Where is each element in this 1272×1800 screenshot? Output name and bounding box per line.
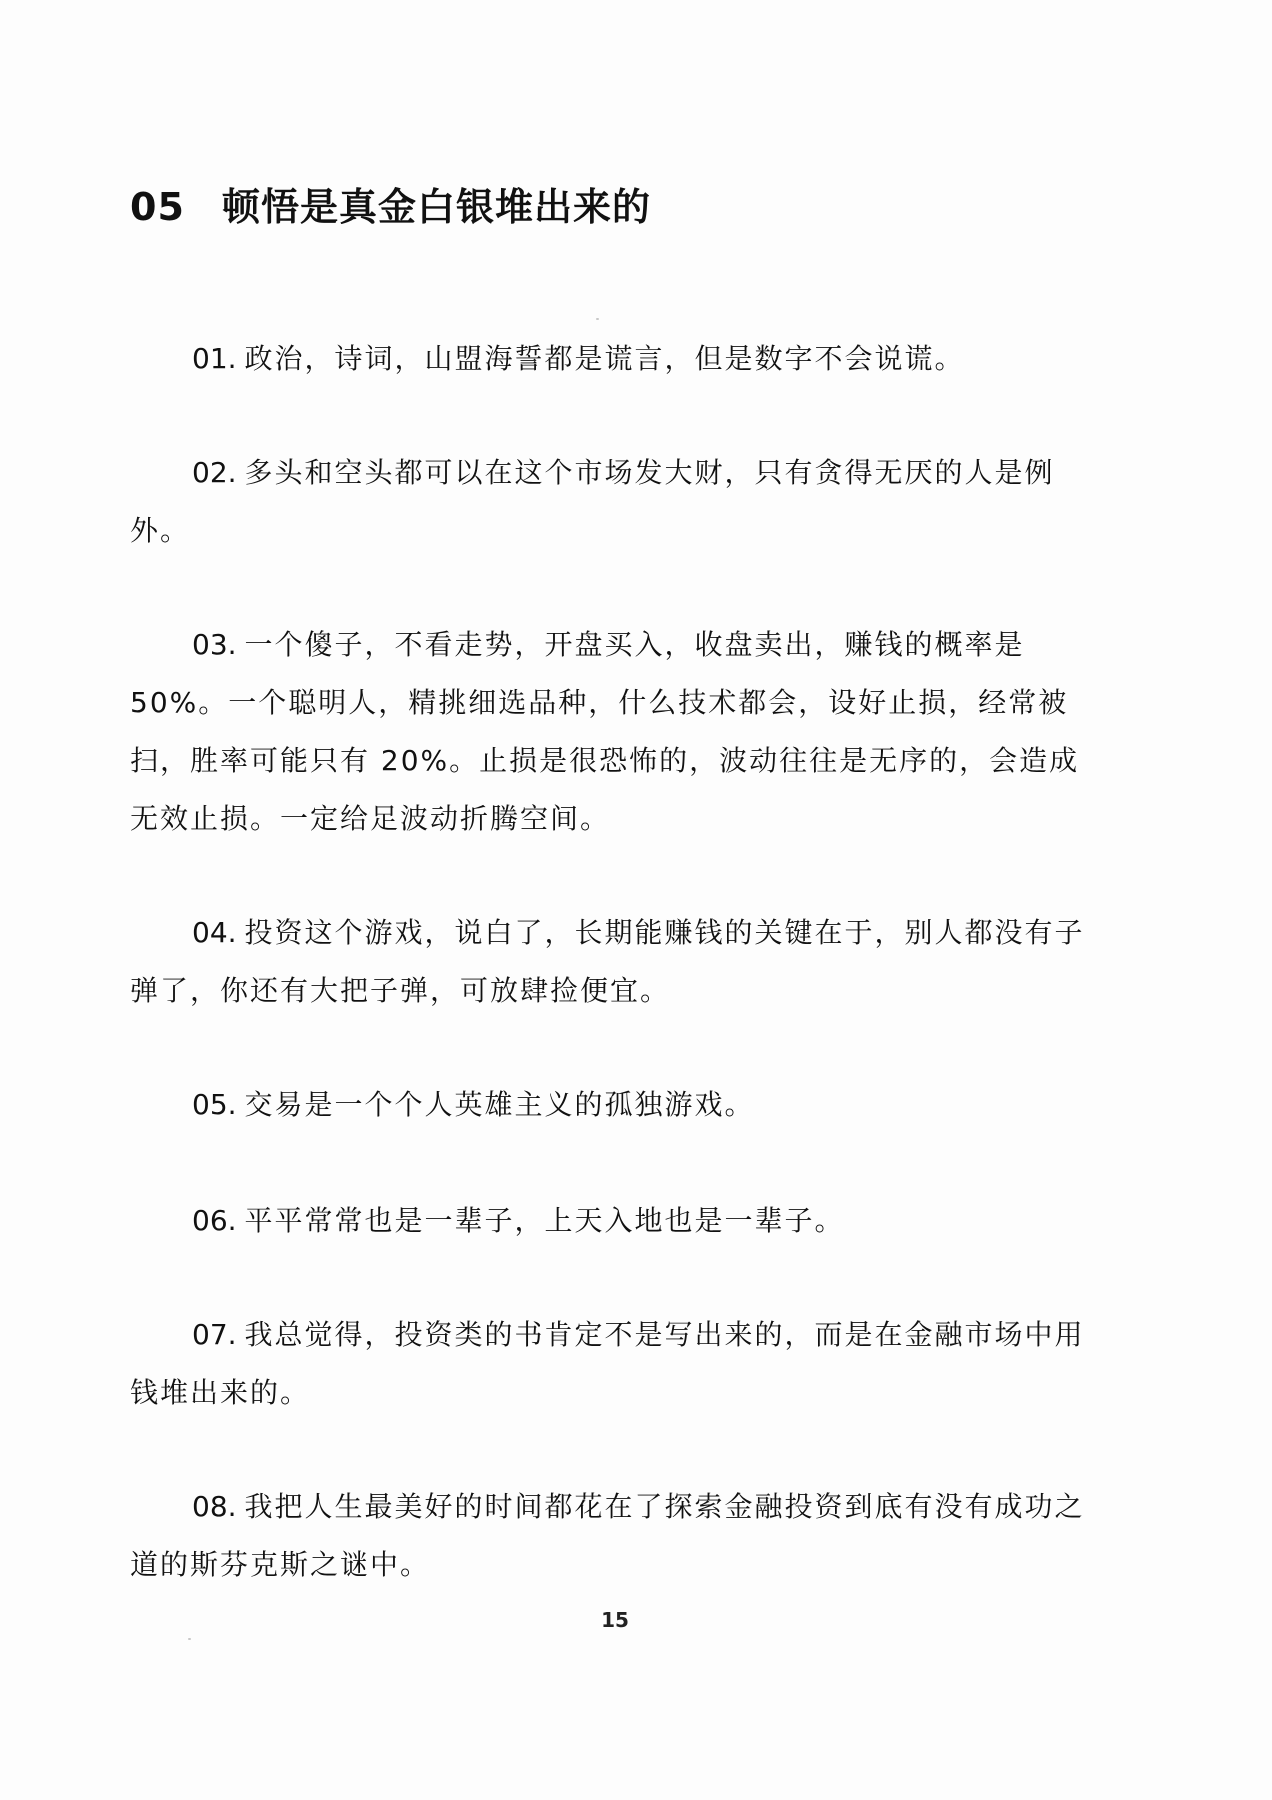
quote-number: 01.	[192, 342, 237, 375]
quote-entry-08	[130, 1478, 1090, 1594]
quote-number: 03.	[192, 628, 237, 661]
chapter-title: 顿悟是真金白银堆出来的	[222, 185, 652, 229]
scan-speck	[188, 1638, 191, 1640]
quote-number: 06.	[192, 1204, 237, 1237]
quote-entry-04	[130, 904, 1090, 1020]
quote-number: 08.	[192, 1490, 237, 1523]
quote-text: 一个傻子，不看走势，开盘买入，收盘卖出，赚钱的概率是50%。一个聪明人，精挑细选品种，什么技术都会，设好止损，经常被扫，胜率可能只有 20%。止损是很恐怖的，波动往往是无序的，会造成无效止损。一定给足波动折腾空间。	[130, 628, 1080, 835]
quote-entry-06	[130, 1192, 845, 1250]
scan-speck	[596, 318, 599, 320]
quote-text: 平平常常也是一辈子，上天入地也是一辈子。	[244, 1204, 845, 1237]
quote-number: 05.	[192, 1088, 237, 1121]
quote-text: 我总觉得，投资类的书肯定不是写出来的，而是在金融市场中用钱堆出来的。	[130, 1318, 1085, 1409]
quote-entry-03	[130, 616, 1090, 848]
quote-entry-07	[130, 1306, 1090, 1422]
chapter-heading	[130, 176, 651, 231]
quote-number: 02.	[192, 456, 237, 489]
quote-number: 07.	[192, 1318, 237, 1351]
quote-text: 投资这个游戏，说白了，长期能赚钱的关键在于，别人都没有子弹了，你还有大把子弹，可放肆捡便宜。	[130, 916, 1085, 1007]
quote-entry-02	[130, 444, 1090, 560]
page-number: 15	[601, 1608, 629, 1632]
quote-text: 我把人生最美好的时间都花在了探索金融投资到底有没有成功之道的斯芬克斯之谜中。	[130, 1490, 1085, 1581]
quote-text: 政治，诗词，山盟海誓都是谎言，但是数字不会说谎。	[244, 342, 965, 375]
quote-text: 多头和空头都可以在这个市场发大财，只有贪得无厌的人是例外。	[130, 456, 1055, 547]
quote-entry-05	[130, 1076, 755, 1134]
quote-entry-01	[130, 330, 965, 388]
quote-number: 04.	[192, 916, 237, 949]
chapter-number: 05	[130, 185, 185, 229]
quote-text: 交易是一个个人英雄主义的孤独游戏。	[244, 1088, 755, 1121]
